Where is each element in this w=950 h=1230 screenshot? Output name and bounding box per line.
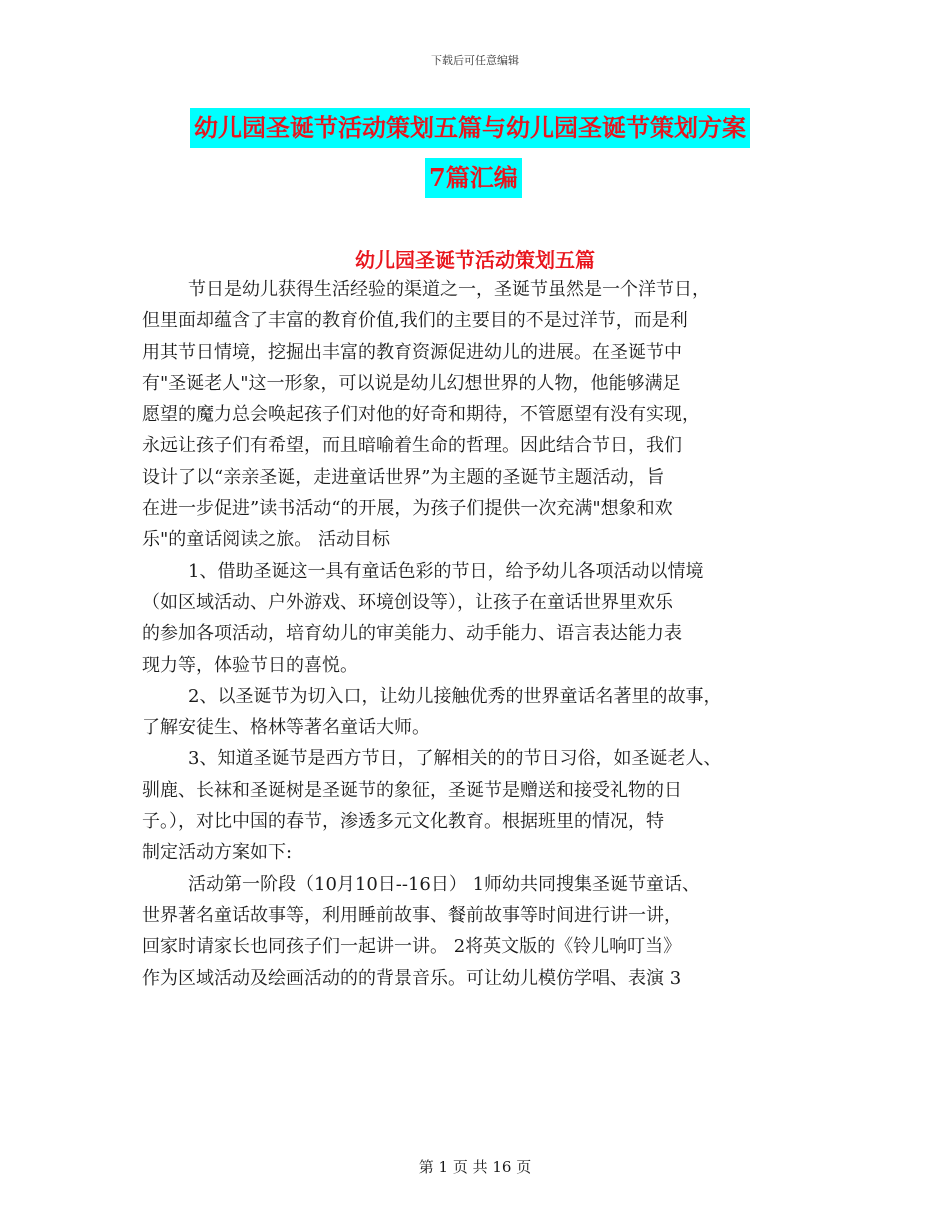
body-line: 3、知道圣诞节是西方节日，了解相关的的节日习俗，如圣诞老人、 bbox=[188, 748, 722, 770]
body-line: 活动第一阶段（10月10日--16日） 1师幼共同搜集圣诞节童话、 bbox=[188, 873, 701, 895]
body-line: 的参加各项活动，培育幼儿的审美能力、动手能力、语言表达能力表 bbox=[142, 623, 682, 645]
body-line: 用其节日情境，挖掘出丰富的教育资源促进幼儿的进展。在圣诞节中 bbox=[142, 341, 682, 363]
body-line: 制定活动方案如下: bbox=[142, 842, 293, 864]
body-line: 现力等，体验节日的喜悦。 bbox=[142, 654, 358, 676]
body-line: 了解安徒生、格林等著名童话大师。 bbox=[142, 717, 430, 739]
body-line: 愿望的魔力总会唤起孩子们对他的好奇和期待，不管愿望有没有实现， bbox=[142, 404, 700, 426]
body-line: 1、借助圣诞这一具有童话色彩的节日，给予幼儿各项活动以情境 bbox=[188, 560, 704, 582]
page-footer: 第 1 页 共 16 页 bbox=[418, 1158, 532, 1176]
document-body bbox=[142, 274, 822, 994]
body-line: 节日是幼儿获得生活经验的渠道之一，圣诞节虽然是一个洋节日， bbox=[188, 279, 710, 300]
body-line: 子。），对比中国的春节，渗透多元文化教育。根据班里的情况，特 bbox=[142, 811, 664, 833]
section-heading: 幼儿园圣诞节活动策划五篇 bbox=[355, 248, 595, 272]
page-header: 下载后可任意编辑 bbox=[431, 54, 519, 67]
title-line-2: 7篇汇编 bbox=[425, 158, 522, 198]
body-line: 在进一步促进”读书活动“的开展，为孩子们提供一次充满"想象和欢 bbox=[142, 498, 673, 520]
body-line: 驯鹿、长袜和圣诞树是圣诞节的象征，圣诞节是赠送和接受礼物的日 bbox=[142, 779, 682, 801]
title-line-1: 幼儿园圣诞节活动策划五篇与幼儿园圣诞节策划方案 bbox=[190, 108, 750, 148]
body-line: （如区域活动、户外游戏、环境创设等），让孩子在童话世界里欢乐 bbox=[142, 591, 673, 613]
body-line: 世界著名童话故事等，利用睡前故事、餐前故事等时间进行讲一讲， bbox=[142, 904, 682, 926]
body-line: 但里面却蕴含了丰富的教育价值,我们的主要目的不是过洋节，而是利 bbox=[142, 310, 688, 332]
body-line: 永远让孩子们有希望，而且暗喻着生命的哲理。因此结合节日，我们 bbox=[142, 435, 682, 457]
body-line: 回家时请家长也同孩子们一起讲一讲。 2将英文版的《铃儿响叮当》 bbox=[142, 936, 682, 958]
body-line: 设计了以“亲亲圣诞，走进童话世界”为主题的圣诞节主题活动，旨 bbox=[142, 466, 665, 488]
body-line: 作为区域活动及绘画活动的的背景音乐。可让幼儿模仿学唱、表演 3 bbox=[142, 967, 682, 989]
body-line: 有"圣诞老人"这一形象，可以说是幼儿幻想世界的人物，他能够满足 bbox=[142, 372, 681, 394]
body-line: 乐"的童话阅读之旅。 活动目标 bbox=[142, 529, 390, 551]
body-line: 2、以圣诞节为切入口，让幼儿接触优秀的世界童话名著里的故事， bbox=[188, 685, 722, 707]
